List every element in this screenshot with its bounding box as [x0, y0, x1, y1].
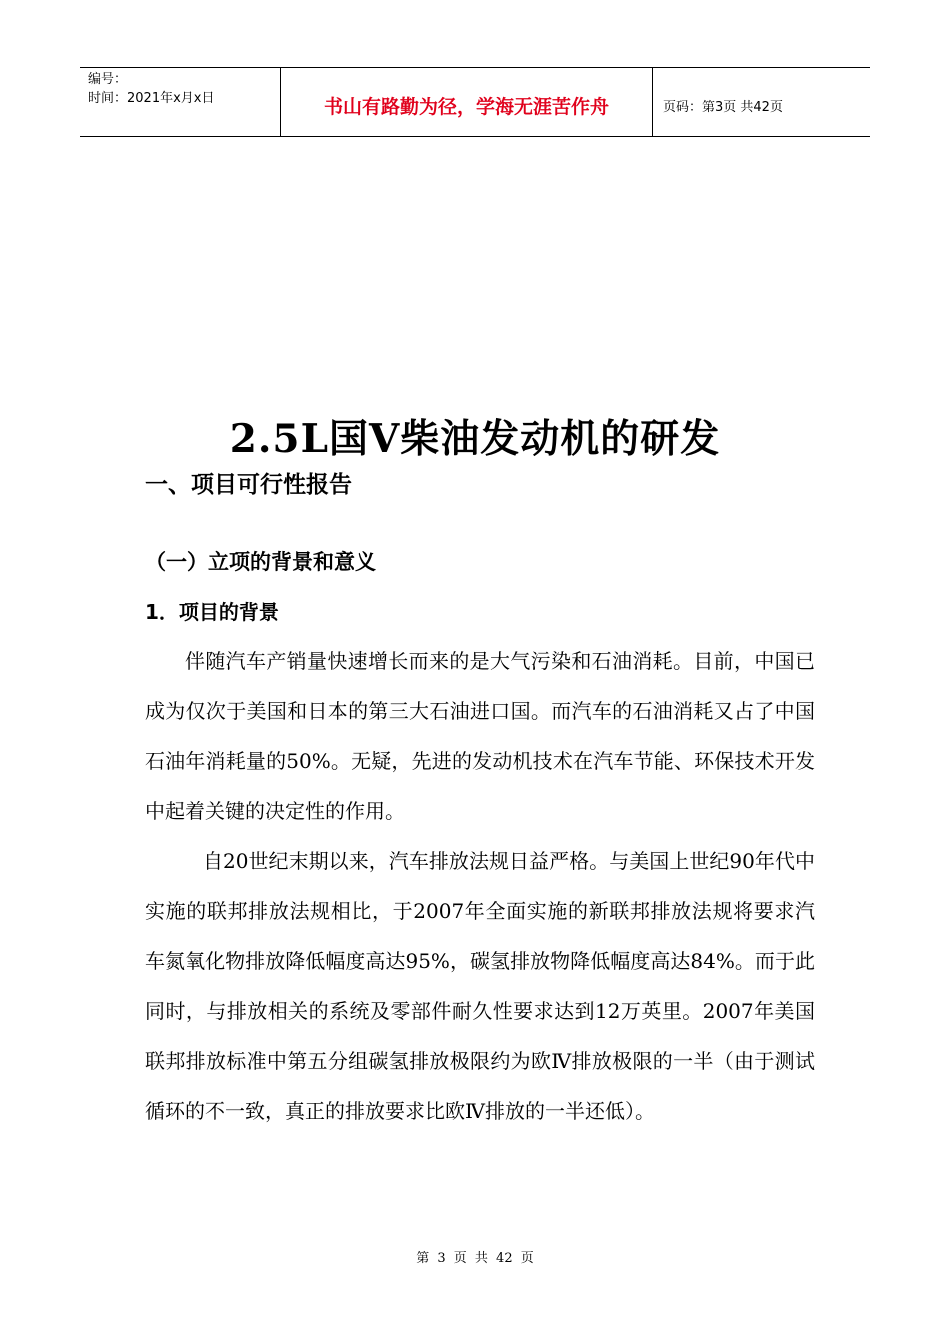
section-heading: 一、项目可行性报告 — [145, 472, 352, 498]
paragraph-emission-regulations: 自20世纪末期以来，汽车排放法规日益严格。与美国上世纪90年代中实施的联邦排放法规相比，于2007年全面实施的新联邦排放法规将要求汽车氮氧化物排放降低幅度高达95%，碳氢排放物降低幅度高达84%。而于此同时，与排放相关的系统及零部件耐久性要求达到12万英里。2007年美国联邦排放标准中第五分组碳氢排放极限约为欧Ⅳ排放极限的一半（由于测试循环的不一致，真正的排放要求比欧Ⅳ排放的一半还低）。 — [145, 849, 815, 1123]
header-meta — [80, 68, 280, 136]
subsection-heading: （一）立项的背景和意义 — [145, 550, 376, 574]
page-footer: 第 3 页 共 42 页 — [416, 1251, 534, 1266]
header-motto: 书山有路勤为径，学海无涯苦作舟 — [280, 68, 653, 136]
header-page-info: 页码：第3页 共42页 — [663, 99, 783, 115]
document-number-label: 编号： — [88, 72, 128, 87]
page-header — [80, 67, 870, 137]
item-heading: 1．项目的背景 — [145, 600, 279, 624]
document-title: 2.5L国Ⅴ柴油发动机的研发 — [229, 416, 721, 462]
paragraph-background: 伴随汽车产销量快速增长而来的是大气污染和石油消耗。目前，中国已成为仅次于美国和日本的第三大石油进口国。而汽车的石油消耗又占了中国石油年消耗量的50%。无疑，先进的发动机技术在汽车节能、环保技术开发中起着关键的决定性的作用。 — [145, 649, 815, 823]
document-date-label: 时间：2021年x月x日 — [88, 91, 215, 106]
